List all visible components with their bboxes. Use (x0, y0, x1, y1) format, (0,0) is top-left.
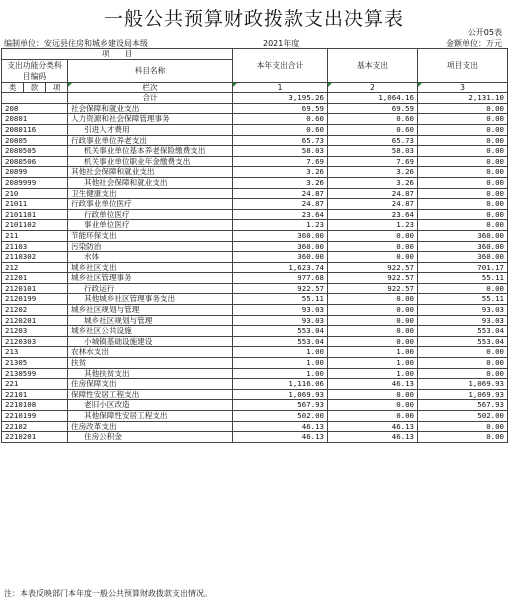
function-code: 21305 (2, 358, 68, 369)
project-amount: 360.00 (418, 252, 508, 263)
basic-amount: 0.00 (328, 294, 418, 305)
function-code: 2080505 (2, 146, 68, 157)
basic-amount: 0.00 (328, 241, 418, 252)
header-col-basic: 基本支出 (328, 49, 418, 83)
total-amount: 3.26 (233, 177, 328, 188)
subject-name: 城乡社区规划与管理 (68, 305, 233, 316)
basic-amount: 0.00 (328, 389, 418, 400)
total-amount: 0.60 (233, 114, 328, 125)
table-row (2, 358, 508, 369)
function-code: 2120199 (2, 294, 68, 305)
function-code: 20801 (2, 114, 68, 125)
project-amount: 0.00 (418, 103, 508, 114)
basic-amount: 0.00 (328, 230, 418, 241)
subject-name: 行政运行 (68, 283, 233, 294)
function-code: 208 (2, 103, 68, 114)
table-row (2, 411, 508, 422)
function-code: 2101102 (2, 220, 68, 231)
total-amount: 24.87 (233, 188, 328, 199)
function-code: 2080116 (2, 124, 68, 135)
basic-amount: 24.87 (328, 199, 418, 210)
total-amount: 977.68 (233, 273, 328, 284)
table-row (2, 167, 508, 178)
header-subject-name: 科目名称 (68, 59, 233, 82)
table-row (2, 156, 508, 167)
footnote: 注：本表反映部门本年度一般公共预算财政拨款支出情况。 (4, 589, 212, 598)
function-code: 21103 (2, 241, 68, 252)
function-code: 2130599 (2, 368, 68, 379)
total-amount: 46.13 (233, 432, 328, 443)
subject-name: 人力资源和社会保障管理事务 (68, 114, 233, 125)
function-code: 212 (2, 262, 68, 273)
total-amount: 360.00 (233, 241, 328, 252)
function-code: 2210108 (2, 400, 68, 411)
total-amount: 0.60 (233, 124, 328, 135)
total-amount: 1.00 (233, 368, 328, 379)
subject-name: 住房改革支出 (68, 421, 233, 432)
basic-amount: 58.03 (328, 146, 418, 157)
table-row (2, 135, 508, 146)
money-unit: 金额单位：万元 (446, 39, 502, 48)
project-amount: 567.93 (418, 400, 508, 411)
project-amount: 0.00 (418, 199, 508, 210)
table-row (2, 124, 508, 135)
project-amount: 502.00 (418, 411, 508, 422)
basic-amount: 0.00 (328, 336, 418, 347)
function-code: 2210201 (2, 432, 68, 443)
table-row (2, 252, 508, 263)
basic-amount: 7.69 (328, 156, 418, 167)
total-sum: 3,195.26 (233, 93, 328, 104)
total-amount: 553.04 (233, 326, 328, 337)
project-amount: 0.00 (418, 177, 508, 188)
header-lanci: 栏次 (68, 82, 233, 93)
table-row (2, 368, 508, 379)
total-amount: 360.00 (233, 230, 328, 241)
project-amount: 1,069.93 (418, 379, 508, 390)
function-code: 2089999 (2, 177, 68, 188)
subject-name: 住房保障支出 (68, 379, 233, 390)
basic-amount: 0.60 (328, 124, 418, 135)
project-amount: 701.17 (418, 262, 508, 273)
header-xiang: 项 (46, 82, 68, 93)
function-code: 2120201 (2, 315, 68, 326)
table-row (2, 421, 508, 432)
col-number-2: 2 (328, 82, 418, 93)
total-amount: 360.00 (233, 252, 328, 263)
basic-amount: 3.26 (328, 167, 418, 178)
basic-amount: 24.87 (328, 188, 418, 199)
total-amount: 23.64 (233, 209, 328, 220)
subject-name: 其他扶贫支出 (68, 368, 233, 379)
project-amount: 0.00 (418, 432, 508, 443)
project-amount: 0.00 (418, 124, 508, 135)
basic-amount: 0.00 (328, 400, 418, 411)
basic-amount: 65.73 (328, 135, 418, 146)
header-func-code: 支出功能分类科目编码 (2, 59, 68, 82)
function-code: 20805 (2, 135, 68, 146)
col-number-1: 1 (233, 82, 328, 93)
subject-name: 污染防治 (68, 241, 233, 252)
header-xiangmu: 项 目 (2, 49, 233, 60)
basic-amount: 46.13 (328, 379, 418, 390)
function-code: 2110302 (2, 252, 68, 263)
header-col-total: 本年支出合计 (233, 49, 328, 83)
function-code: 21202 (2, 305, 68, 316)
col-number-3: 3 (418, 82, 508, 93)
subject-name: 水体 (68, 252, 233, 263)
function-code: 221 (2, 379, 68, 390)
function-code: 2080506 (2, 156, 68, 167)
total-amount: 58.03 (233, 146, 328, 157)
function-code: 22102 (2, 421, 68, 432)
project-amount: 1,069.93 (418, 389, 508, 400)
subject-name: 城乡社区公共设施 (68, 326, 233, 337)
total-amount: 567.93 (233, 400, 328, 411)
subject-name: 行政事业单位养老支出 (68, 135, 233, 146)
report-year: 2021年度 (263, 39, 300, 48)
table-row (2, 336, 508, 347)
function-code: 2101101 (2, 209, 68, 220)
basic-amount: 0.60 (328, 114, 418, 125)
subject-name: 社会保障和就业支出 (68, 103, 233, 114)
subject-name: 其他社会保障和就业支出 (68, 167, 233, 178)
header-kuan: 款 (24, 82, 46, 93)
total-amount: 93.03 (233, 315, 328, 326)
total-amount: 55.11 (233, 294, 328, 305)
basic-amount: 1.23 (328, 220, 418, 231)
basic-amount: 922.57 (328, 283, 418, 294)
function-code: 2120303 (2, 336, 68, 347)
function-code: 210 (2, 188, 68, 199)
function-code: 21011 (2, 199, 68, 210)
project-amount: 0.00 (418, 135, 508, 146)
basic-amount: 922.57 (328, 273, 418, 284)
subject-name: 城乡社区支出 (68, 262, 233, 273)
basic-amount: 0.00 (328, 411, 418, 422)
basic-amount: 0.00 (328, 252, 418, 263)
project-amount: 0.00 (418, 209, 508, 220)
table-row (2, 177, 508, 188)
project-amount: 55.11 (418, 273, 508, 284)
subject-name: 城乡社区管理事务 (68, 273, 233, 284)
project-amount: 0.00 (418, 146, 508, 157)
project-amount: 55.11 (418, 294, 508, 305)
total-amount: 7.69 (233, 156, 328, 167)
project-amount: 553.04 (418, 326, 508, 337)
subject-name: 行政单位医疗 (68, 209, 233, 220)
subject-name: 其他保障性安居工程支出 (68, 411, 233, 422)
table-row (2, 103, 508, 114)
project-amount: 93.03 (418, 305, 508, 316)
subject-name: 引进人才费用 (68, 124, 233, 135)
total-amount: 1.00 (233, 358, 328, 369)
total-amount: 93.03 (233, 305, 328, 316)
table-row (2, 283, 508, 294)
basic-amount: 46.13 (328, 432, 418, 443)
total-amount: 46.13 (233, 421, 328, 432)
table-row (2, 146, 508, 157)
table-row (2, 379, 508, 390)
table-row (2, 400, 508, 411)
project-amount: 0.00 (418, 114, 508, 125)
table-row (2, 220, 508, 231)
table-row (2, 294, 508, 305)
table-row (2, 114, 508, 125)
table-row (2, 347, 508, 358)
basic-amount: 1.00 (328, 358, 418, 369)
total-amount: 1.00 (233, 347, 328, 358)
basic-amount: 23.64 (328, 209, 418, 220)
total-amount: 24.87 (233, 199, 328, 210)
subject-name: 事业单位医疗 (68, 220, 233, 231)
project-amount: 0.00 (418, 347, 508, 358)
basic-amount: 1.00 (328, 347, 418, 358)
project-amount: 0.00 (418, 167, 508, 178)
subject-name: 保障性安居工程支出 (68, 389, 233, 400)
subject-name: 卫生健康支出 (68, 188, 233, 199)
project-amount: 0.00 (418, 283, 508, 294)
subject-name: 城乡社区规划与管理 (68, 315, 233, 326)
total-amount: 3.26 (233, 167, 328, 178)
basic-amount: 3.26 (328, 177, 418, 188)
function-code: 2210199 (2, 411, 68, 422)
subject-name: 其他城乡社区管理事务支出 (68, 294, 233, 305)
header-col-project: 项目支出 (418, 49, 508, 83)
expenditure-table (1, 48, 508, 443)
table-row (2, 273, 508, 284)
table-body (2, 103, 508, 442)
project-amount: 0.00 (418, 220, 508, 231)
table-row (2, 199, 508, 210)
table-row (2, 209, 508, 220)
table-row (2, 262, 508, 273)
subject-name: 住房公积金 (68, 432, 233, 443)
project-amount: 360.00 (418, 230, 508, 241)
subject-name: 扶贫 (68, 358, 233, 369)
table-row (2, 315, 508, 326)
total-amount: 1,116.06 (233, 379, 328, 390)
function-code: 213 (2, 347, 68, 358)
total-amount: 65.73 (233, 135, 328, 146)
table-row (2, 230, 508, 241)
project-amount: 0.00 (418, 421, 508, 432)
total-amount: 1,069.93 (233, 389, 328, 400)
function-code: 211 (2, 230, 68, 241)
basic-amount: 46.13 (328, 421, 418, 432)
total-amount: 69.59 (233, 103, 328, 114)
basic-amount: 69.59 (328, 103, 418, 114)
basic-amount: 0.00 (328, 315, 418, 326)
function-code: 2120101 (2, 283, 68, 294)
subject-name: 其他社会保障和就业支出 (68, 177, 233, 188)
project-amount: 0.00 (418, 358, 508, 369)
form-code: 公开05表 (467, 28, 502, 37)
subject-name: 农林水支出 (68, 347, 233, 358)
project-amount: 553.04 (418, 336, 508, 347)
basic-amount: 1.00 (328, 368, 418, 379)
project-amount: 360.00 (418, 241, 508, 252)
unit-label: 编制单位：安远县住房和城乡建设局本级 (4, 39, 148, 48)
function-code: 20899 (2, 167, 68, 178)
basic-amount: 922.57 (328, 262, 418, 273)
function-code: 21201 (2, 273, 68, 284)
total-row (2, 93, 508, 104)
report-title: 一般公共预算财政拨款支出决算表 (103, 8, 404, 30)
total-basic: 1,064.16 (328, 93, 418, 104)
subject-name: 机关事业单位职业年金缴费支出 (68, 156, 233, 167)
subject-name: 机关事业单位基本养老保险缴费支出 (68, 146, 233, 157)
table-row (2, 241, 508, 252)
subject-name: 老旧小区改造 (68, 400, 233, 411)
basic-amount: 0.00 (328, 326, 418, 337)
project-amount: 0.00 (418, 156, 508, 167)
total-label: 合计 (68, 93, 233, 104)
project-amount: 93.03 (418, 315, 508, 326)
table-row (2, 326, 508, 337)
total-amount: 922.57 (233, 283, 328, 294)
basic-amount: 0.00 (328, 305, 418, 316)
function-code: 22101 (2, 389, 68, 400)
subject-name: 节能环保支出 (68, 230, 233, 241)
total-amount: 553.04 (233, 336, 328, 347)
total-project: 2,131.10 (418, 93, 508, 104)
table-row (2, 432, 508, 443)
table-row (2, 188, 508, 199)
total-amount: 502.00 (233, 411, 328, 422)
subject-name: 行政事业单位医疗 (68, 199, 233, 210)
header-lei: 类 (2, 82, 24, 93)
project-amount: 0.00 (418, 188, 508, 199)
function-code: 21203 (2, 326, 68, 337)
total-amount: 1,623.74 (233, 262, 328, 273)
project-amount: 0.00 (418, 368, 508, 379)
table-row (2, 389, 508, 400)
subject-name: 小城镇基础设施建设 (68, 336, 233, 347)
table-row (2, 305, 508, 316)
total-amount: 1.23 (233, 220, 328, 231)
